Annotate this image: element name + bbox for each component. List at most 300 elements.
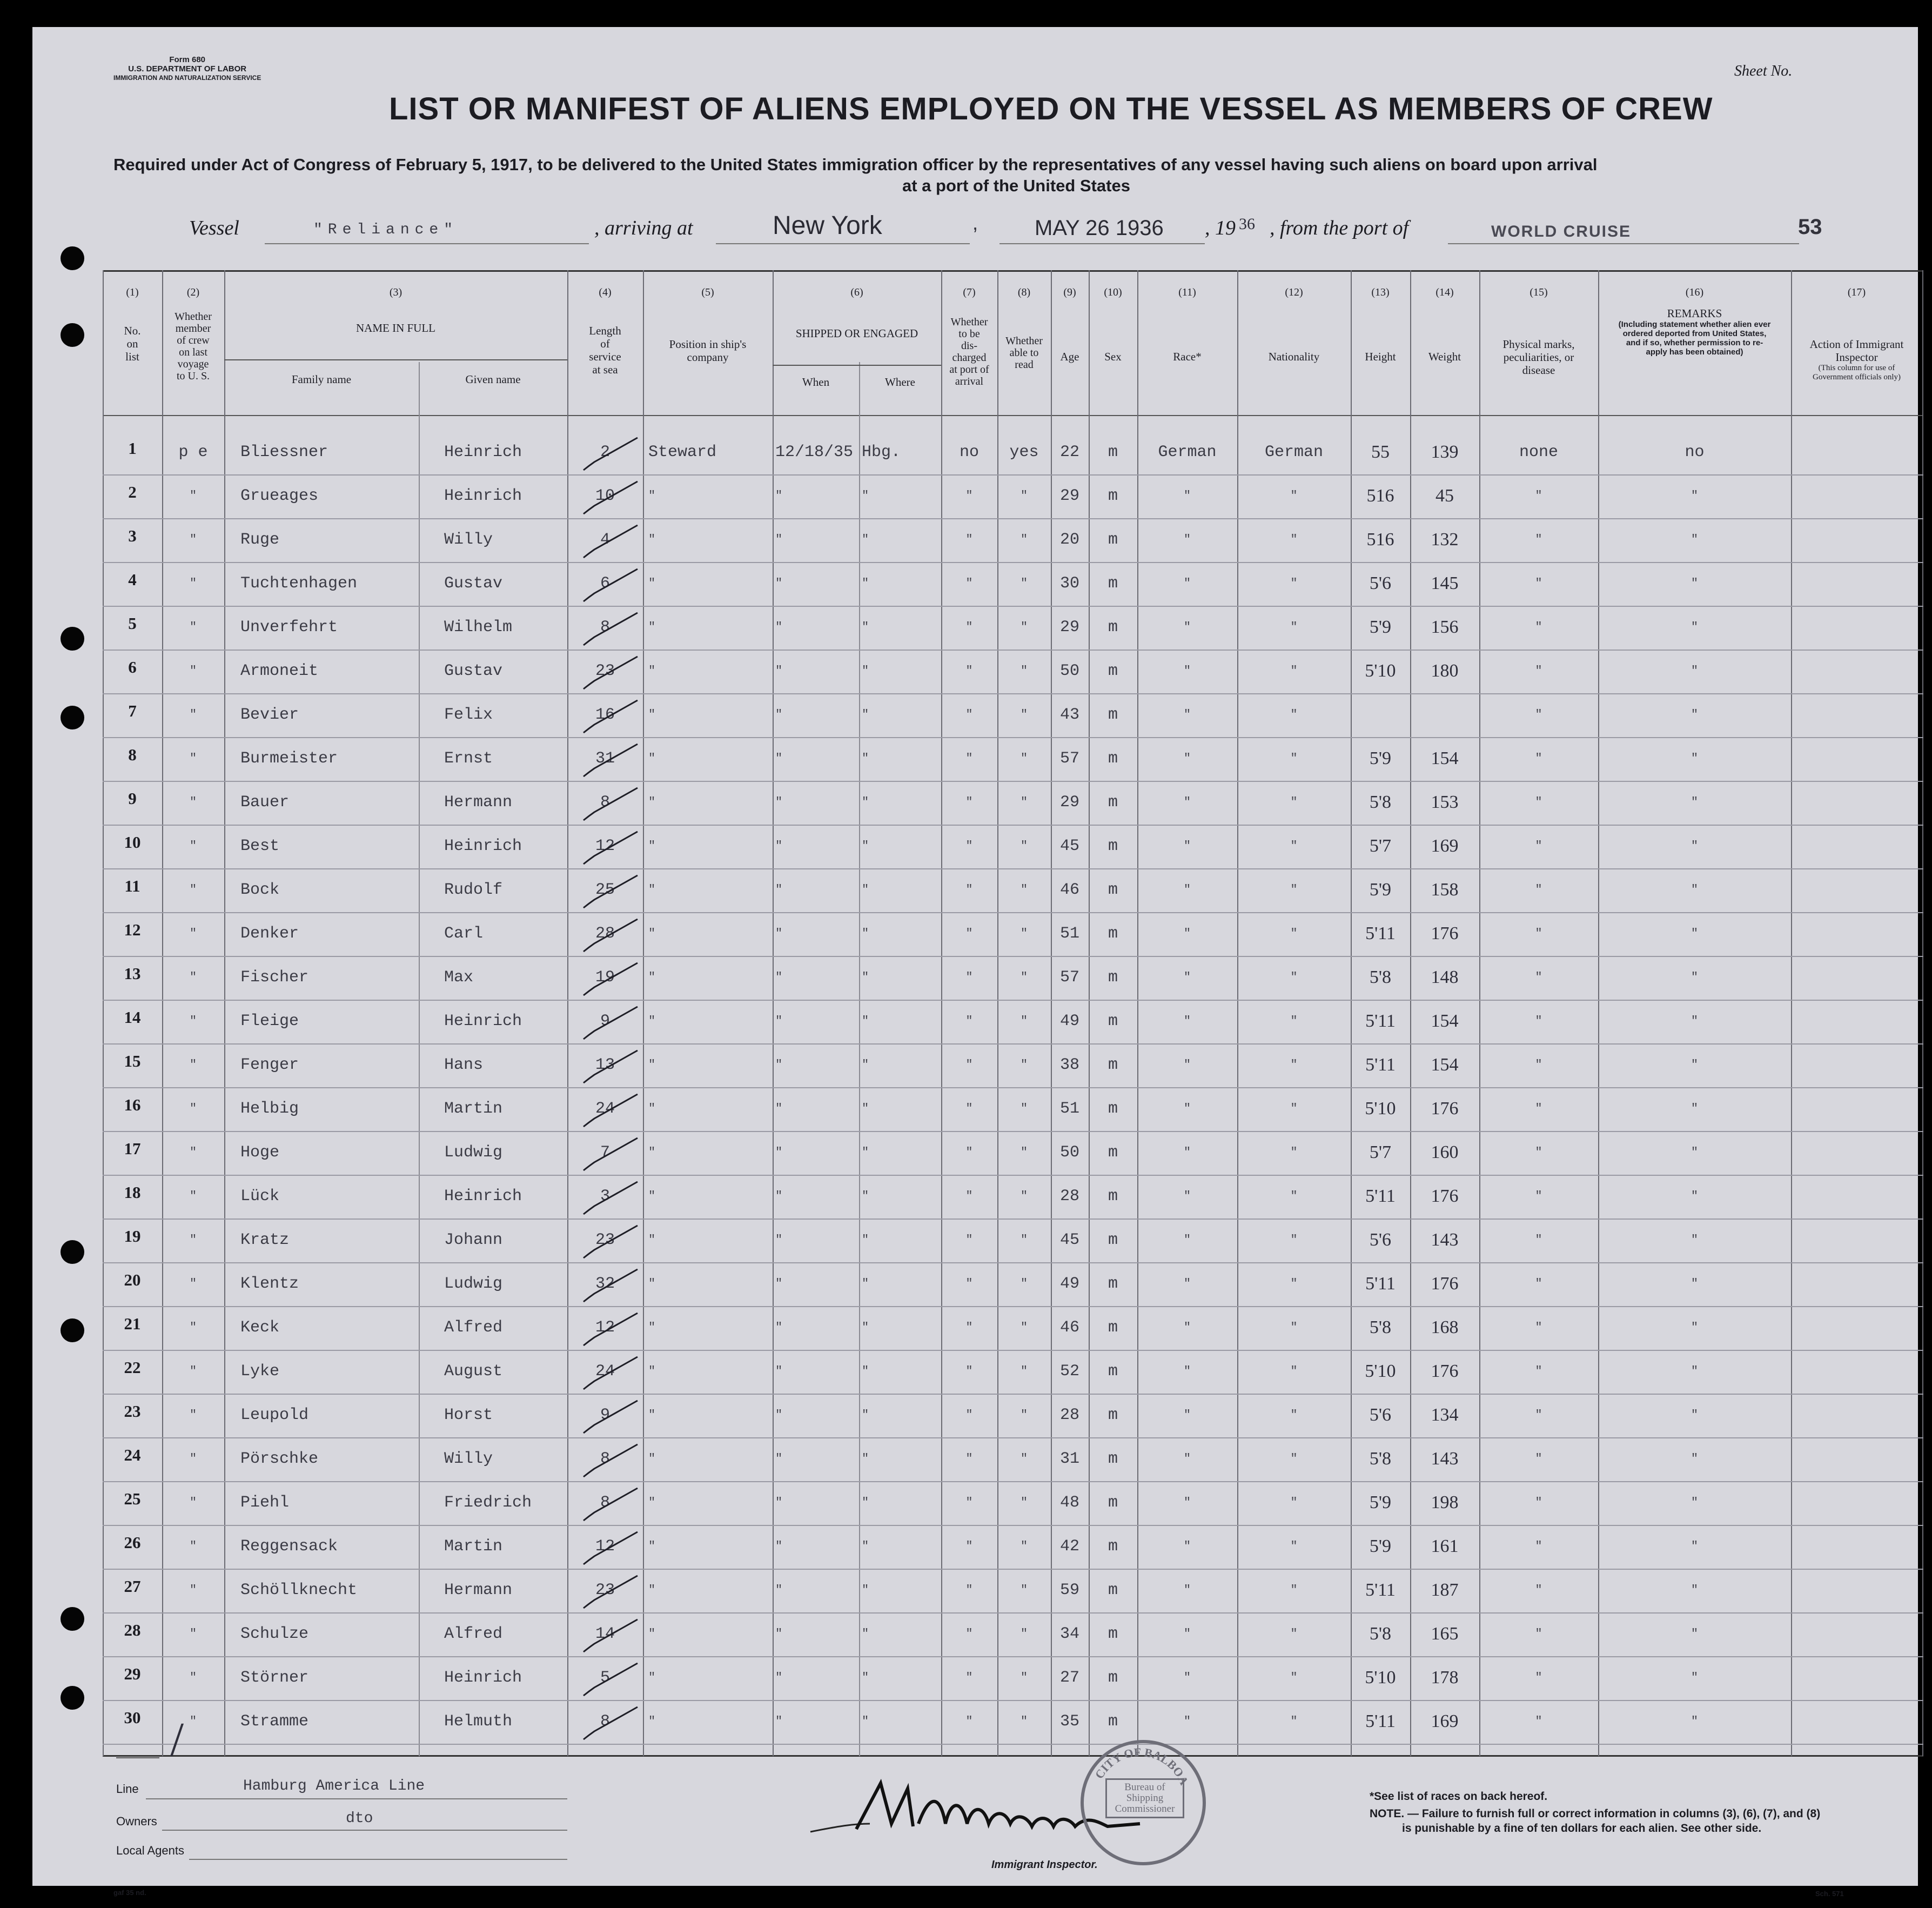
cell-length: 23 [595,1231,615,1249]
cell-when: " [775,708,783,721]
cell-weight: 180 [1431,661,1459,681]
header-nationality: Nationality [1268,350,1320,363]
cell-marks: " [1535,1452,1542,1465]
column-divider [224,270,225,1756]
cell-family: Denker [240,925,299,943]
colnum: (8) [1017,286,1031,298]
cell-length: 6 [600,574,610,593]
arrival-date-stamp: MAY 26 1936 [1035,216,1164,240]
cell-race: " [1183,1715,1191,1728]
cell-height: 5'9 [1369,617,1392,637]
cell-age: 51 [1059,925,1079,943]
cell-when: " [775,533,783,546]
cell-weight: 153 [1431,792,1459,812]
cell-length: 24 [595,1362,615,1381]
cell-length: 2 [600,443,610,461]
cell-age: 34 [1059,1625,1079,1643]
cell-where: " [862,533,869,546]
cell-weight: 143 [1431,1230,1459,1250]
date-underline [999,243,1205,244]
row-rule [103,1350,1923,1351]
cell-discharged: " [965,1496,973,1509]
cell-position: " [648,1408,656,1422]
header-weight: Weight [1428,350,1461,363]
column-divider [419,362,420,1756]
cell-marks: " [1535,1627,1542,1641]
cell-nationality: " [1290,620,1298,634]
cell-height: 5'11 [1365,1186,1396,1206]
cell-where: " [862,1583,869,1597]
column-divider [1791,270,1792,1756]
cell-race: " [1183,1452,1191,1465]
cell-member: " [189,1496,197,1509]
header-family-name: Family name [291,373,352,386]
check-mark-icon [578,564,648,612]
cell-nationality: " [1290,1364,1298,1378]
cell-read: " [1020,577,1028,590]
cell-race: " [1183,533,1191,546]
cell-marks: " [1535,489,1542,503]
cell-position: " [648,1058,656,1072]
cell-position: " [648,1364,656,1378]
cell-remarks: " [1691,1496,1699,1509]
cell-position: " [648,708,656,721]
cell-nationality: " [1290,1233,1298,1247]
row-rule [103,693,1923,694]
subtitle-line2: at a port of the United States [902,176,1130,195]
cell-length: 23 [595,1581,615,1599]
cell-length: 12 [595,1537,615,1556]
cell-age: 20 [1059,531,1079,549]
cell-length: 8 [600,1712,610,1731]
year-suffix: 36 [1239,215,1255,233]
punch-hole [61,1240,84,1264]
cell-discharged: " [965,1408,973,1422]
cell-remarks: " [1691,708,1699,721]
cell-weight: 161 [1431,1536,1459,1556]
cell-given: August [444,1362,503,1381]
crew-table [103,270,1923,1762]
cell-marks: " [1535,1583,1542,1597]
cell-family: Stramme [240,1712,309,1731]
cell-height: 5'8 [1369,1317,1392,1337]
cell-length: 14 [595,1625,615,1643]
cell-height: 5'11 [1365,1711,1396,1731]
cell-where: " [862,1321,869,1334]
row-rule [103,956,1923,957]
check-mark-icon [578,1351,648,1400]
cell-weight: 158 [1431,880,1459,900]
cell-where: " [862,489,869,503]
row-rule [103,1306,1923,1307]
check-mark-icon [578,1001,648,1050]
cell-age: 57 [1059,968,1079,987]
cell-nationality: " [1290,1102,1298,1115]
arriving-label: , arriving at [594,217,693,239]
cell-remarks: " [1691,1321,1699,1334]
cell-height: 5'8 [1369,967,1392,987]
cell-remarks: " [1691,1189,1699,1203]
cell-sex: m [1108,1625,1118,1643]
cell-read: " [1020,489,1028,503]
cell-discharged: " [965,664,973,678]
header-race: Race* [1173,350,1202,363]
cell-age: 29 [1059,793,1079,812]
cell-weight: 176 [1431,1186,1459,1206]
row-number: 11 [124,876,140,895]
cell-where: " [862,620,869,634]
cell-remarks: " [1691,1058,1699,1072]
cell-read: " [1020,533,1028,546]
cell-discharged: " [965,708,973,721]
check-mark-icon [578,1089,648,1137]
cell-position: " [648,664,656,678]
cell-weight: 169 [1431,1711,1459,1731]
check-mark-icon [578,1045,648,1094]
row-rule [103,650,1923,651]
cell-where: " [862,1102,869,1115]
cell-family: Bliessner [240,443,328,461]
cell-given: Max [444,968,474,987]
cell-weight: 148 [1431,967,1459,987]
cell-discharged: " [965,1539,973,1553]
cell-discharged: " [965,1364,973,1378]
cell-where: " [862,839,869,853]
row-rule [103,1569,1923,1570]
header-remarks: REMARKS (Including statement whether alien ever ordered deported from United States, and if so, whether permission to re- apply has been obtained) [1618,307,1771,357]
cell-age: 59 [1059,1581,1079,1599]
cell-member: " [189,1277,197,1290]
row-number: 19 [124,1227,141,1246]
cell-discharged: " [965,1014,973,1028]
colnum: (14) [1435,286,1454,298]
row-number: 7 [128,701,137,720]
cell-given: Hermann [444,1581,513,1599]
cell-race: " [1183,577,1191,590]
cell-nationality: " [1290,1277,1298,1290]
cell-where: " [862,1627,869,1641]
colnum: (7) [963,286,976,298]
cell-read: " [1020,708,1028,721]
cell-weight: 143 [1431,1449,1459,1469]
row-rule [103,1394,1923,1395]
cell-sex: m [1108,925,1118,943]
cell-race: " [1183,1102,1191,1115]
cell-position: " [648,620,656,634]
cell-discharged: " [965,970,973,984]
cell-given: Ernst [444,749,493,768]
cell-position: " [648,795,656,809]
cell-family: Pörschke [240,1450,319,1468]
row-rule [103,1700,1923,1701]
row-rule [103,737,1923,738]
cell-age: 43 [1059,706,1079,724]
cell-height: 516 [1366,486,1394,506]
cell-member: " [189,1539,197,1553]
owners-label: Owners [116,1815,157,1828]
cell-family: Ruge [240,531,280,549]
row-rule [103,518,1923,519]
cell-height: 5'9 [1369,1492,1392,1512]
inspector-label: Immigrant Inspector. [991,1859,1098,1871]
colnum: (13) [1371,286,1390,298]
cell-sex: m [1108,1450,1118,1468]
row-number: 14 [124,1008,141,1027]
cell-when: " [775,1408,783,1422]
row-rule [103,825,1923,826]
cell-when: " [775,1014,783,1028]
name-subheader-line [224,359,567,360]
cell-member: " [189,1583,197,1597]
cell-sex: m [1108,1143,1118,1162]
cell-given: Wilhelm [444,618,513,637]
cell-member: " [189,1321,197,1334]
check-mark-icon [578,695,648,744]
cell-length: 31 [595,749,615,768]
cell-discharged: " [965,1189,973,1203]
row-rule [103,474,1923,476]
cell-member: " [189,1014,197,1028]
cell-family: Reggensack [240,1537,338,1556]
cell-marks: " [1535,620,1542,634]
check-mark-icon [578,1176,648,1225]
cell-read: " [1020,883,1028,896]
cell-age: 46 [1059,1318,1079,1337]
row-rule [103,1131,1923,1132]
check-mark-icon [578,1395,648,1444]
cell-position: " [648,577,656,590]
cell-family: Fenger [240,1056,299,1074]
cell-height: 5'11 [1365,1580,1396,1600]
cell-sex: m [1108,1100,1118,1118]
cell-position: " [648,1146,656,1159]
line-underline [146,1798,567,1799]
cell-race: " [1183,1364,1191,1378]
row-number: 21 [124,1314,141,1333]
table-bottom-border [103,1755,1923,1757]
cell-race: " [1183,1671,1191,1684]
cell-age: 30 [1059,574,1079,593]
cell-given: Gustav [444,574,503,593]
cell-marks: " [1535,839,1542,853]
cell-position: " [648,1189,656,1203]
cell-when: " [775,1102,783,1115]
cell-nationality: German [1264,443,1324,461]
cell-discharged: " [965,1452,973,1465]
punch-hole [61,627,84,651]
cell-where: " [862,1452,869,1465]
cell-remarks: " [1691,1102,1699,1115]
cell-where: " [862,1014,869,1028]
cell-position: " [648,489,656,503]
cell-position: " [648,1583,656,1597]
cell-where: " [862,708,869,721]
cell-height: 5'9 [1369,1536,1392,1556]
check-mark-icon [578,1658,648,1706]
line-value: Hamburg America Line [243,1778,425,1795]
cell-given: Willy [444,531,493,549]
cell-discharged: " [965,1146,973,1159]
cell-read: " [1020,927,1028,940]
cell-position: " [648,1715,656,1728]
cell-marks: " [1535,708,1542,721]
cell-race: " [1183,927,1191,940]
colnum: (11) [1178,286,1196,298]
cell-marks: " [1535,664,1542,678]
cell-marks: " [1535,927,1542,940]
colnum: (4) [599,286,612,298]
cell-family: Fleige [240,1012,299,1030]
punch-hole [61,323,84,347]
cell-weight: 176 [1431,1274,1459,1294]
cell-member: " [189,927,197,940]
cell-sex: m [1108,531,1118,549]
cell-given: Martin [444,1537,503,1556]
cell-member: " [189,1408,197,1422]
cell-read: " [1020,752,1028,765]
page-title: LIST OR MANIFEST OF ALIENS EMPLOYED ON THE VESSEL AS MEMBERS OF CREW [389,91,1713,126]
cell-marks: " [1535,1014,1542,1028]
cell-discharged: " [965,927,973,940]
cell-weight: 176 [1431,923,1459,943]
cell-discharged: " [965,1627,973,1641]
cell-given: Willy [444,1450,493,1468]
agents-underline [189,1859,567,1860]
cell-weight: 45 [1435,486,1454,506]
cell-family: Störner [240,1669,309,1687]
cell-family: Klentz [240,1275,299,1293]
cell-remarks: no [1685,443,1705,461]
cell-given: Heinrich [444,487,522,505]
line-label: Line [116,1782,139,1796]
cell-age: 50 [1059,1143,1079,1162]
check-mark-icon [578,607,648,656]
cell-nationality: " [1290,1189,1298,1203]
cell-remarks: " [1691,1452,1699,1465]
colnum: (17) [1847,286,1866,298]
cell-nationality: " [1290,1715,1298,1728]
cell-nationality: " [1290,1583,1298,1597]
cell-family: Best [240,837,280,855]
cell-remarks: " [1691,1408,1699,1422]
cell-where: " [862,1496,869,1509]
cell-remarks: " [1691,1583,1699,1597]
check-mark-icon [578,870,648,919]
cell-when: " [775,1233,783,1247]
row-number: 8 [128,745,137,764]
vessel-name: "Reliance" [313,222,459,238]
cell-age: 45 [1059,837,1079,855]
cell-length: 28 [595,925,615,943]
cell-race: " [1183,1277,1191,1290]
cell-remarks: " [1691,1233,1699,1247]
header-length-of-service: Length of service at sea [589,324,621,376]
cell-family: Bock [240,881,280,899]
row-number: 29 [124,1664,141,1683]
cell-age: 49 [1059,1012,1079,1030]
check-mark-icon [578,1483,648,1531]
row-number: 17 [124,1139,141,1158]
cell-read: " [1020,795,1028,809]
cell-length: 19 [595,968,615,987]
cell-marks: " [1535,1496,1542,1509]
cell-nationality: " [1290,708,1298,721]
cell-when: " [775,795,783,809]
cell-read: " [1020,1539,1028,1553]
cell-read: " [1020,1715,1028,1728]
header-shipped-engaged: SHIPPED OR ENGAGED [795,327,918,340]
cell-age: 29 [1059,618,1079,637]
cell-height: 5'10 [1365,1668,1396,1688]
row-rule [103,562,1923,563]
check-mark-icon [578,1527,648,1575]
penalty-note: NOTE. — Failure to furnish full or correct information in columns (3), (6), (7), and (8) is punishable by a fine of ten dollars for each alien. See other side. [1370,1807,1821,1835]
cell-family: Burmeister [240,749,338,768]
cell-given: Carl [444,925,484,943]
cell-discharged: " [965,883,973,896]
header-name-in-full: NAME IN FULL [356,322,435,334]
cell-height: 5'10 [1365,1361,1396,1381]
cell-remarks: " [1691,752,1699,765]
cell-marks: " [1535,795,1542,809]
cell-given: Alfred [444,1625,503,1643]
cell-family: Unverfehrt [240,618,338,637]
cell-position: " [648,533,656,546]
cell-discharged: " [965,1321,973,1334]
cell-nationality: " [1290,1496,1298,1509]
cell-marks: " [1535,533,1542,546]
cell-length: 8 [600,793,610,812]
cell-race: " [1183,708,1191,721]
cell-remarks: " [1691,577,1699,590]
svg-text:CITY OF BALBOA: CITY OF BALBOA [1092,1745,1191,1787]
cell-position: " [648,1233,656,1247]
form-identifier: Form 680 U.S. DEPARTMENT OF LABOR IMMIGRATION AND NATURALIZATION SERVICE [113,55,261,82]
owners-value: dto [346,1810,373,1827]
cell-remarks: " [1691,664,1699,678]
cell-discharged: " [965,752,973,765]
cell-position: " [648,752,656,765]
cell-sex: m [1108,1187,1118,1206]
cell-nationality: " [1290,1452,1298,1465]
row-number: 3 [128,526,137,545]
cell-discharged: " [965,1277,973,1290]
cell-when: " [775,1539,783,1553]
cell-position: " [648,839,656,853]
port-underline [716,243,970,244]
cell-position: " [648,1102,656,1115]
header-whether-member: Whether member of crew on last voyage to U. S. [175,311,212,382]
cell-sex: m [1108,1494,1118,1512]
cell-remarks: " [1691,1014,1699,1028]
cell-position: Steward [648,443,717,461]
cell-given: Rudolf [444,881,503,899]
cell-age: 52 [1059,1362,1079,1381]
colnum: (6) [850,286,863,298]
cell-sex: m [1108,487,1118,505]
row-number: 10 [124,833,141,852]
cell-length: 10 [595,487,615,505]
cell-family: Kratz [240,1231,290,1249]
row-rule [103,1481,1923,1482]
cell-discharged: " [965,1671,973,1684]
cell-read: " [1020,1408,1028,1422]
cell-age: 27 [1059,1669,1079,1687]
cell-member: " [189,839,197,853]
cell-marks: " [1535,1146,1542,1159]
cell-weight: 198 [1431,1492,1459,1512]
separator-comma: , [972,212,978,234]
